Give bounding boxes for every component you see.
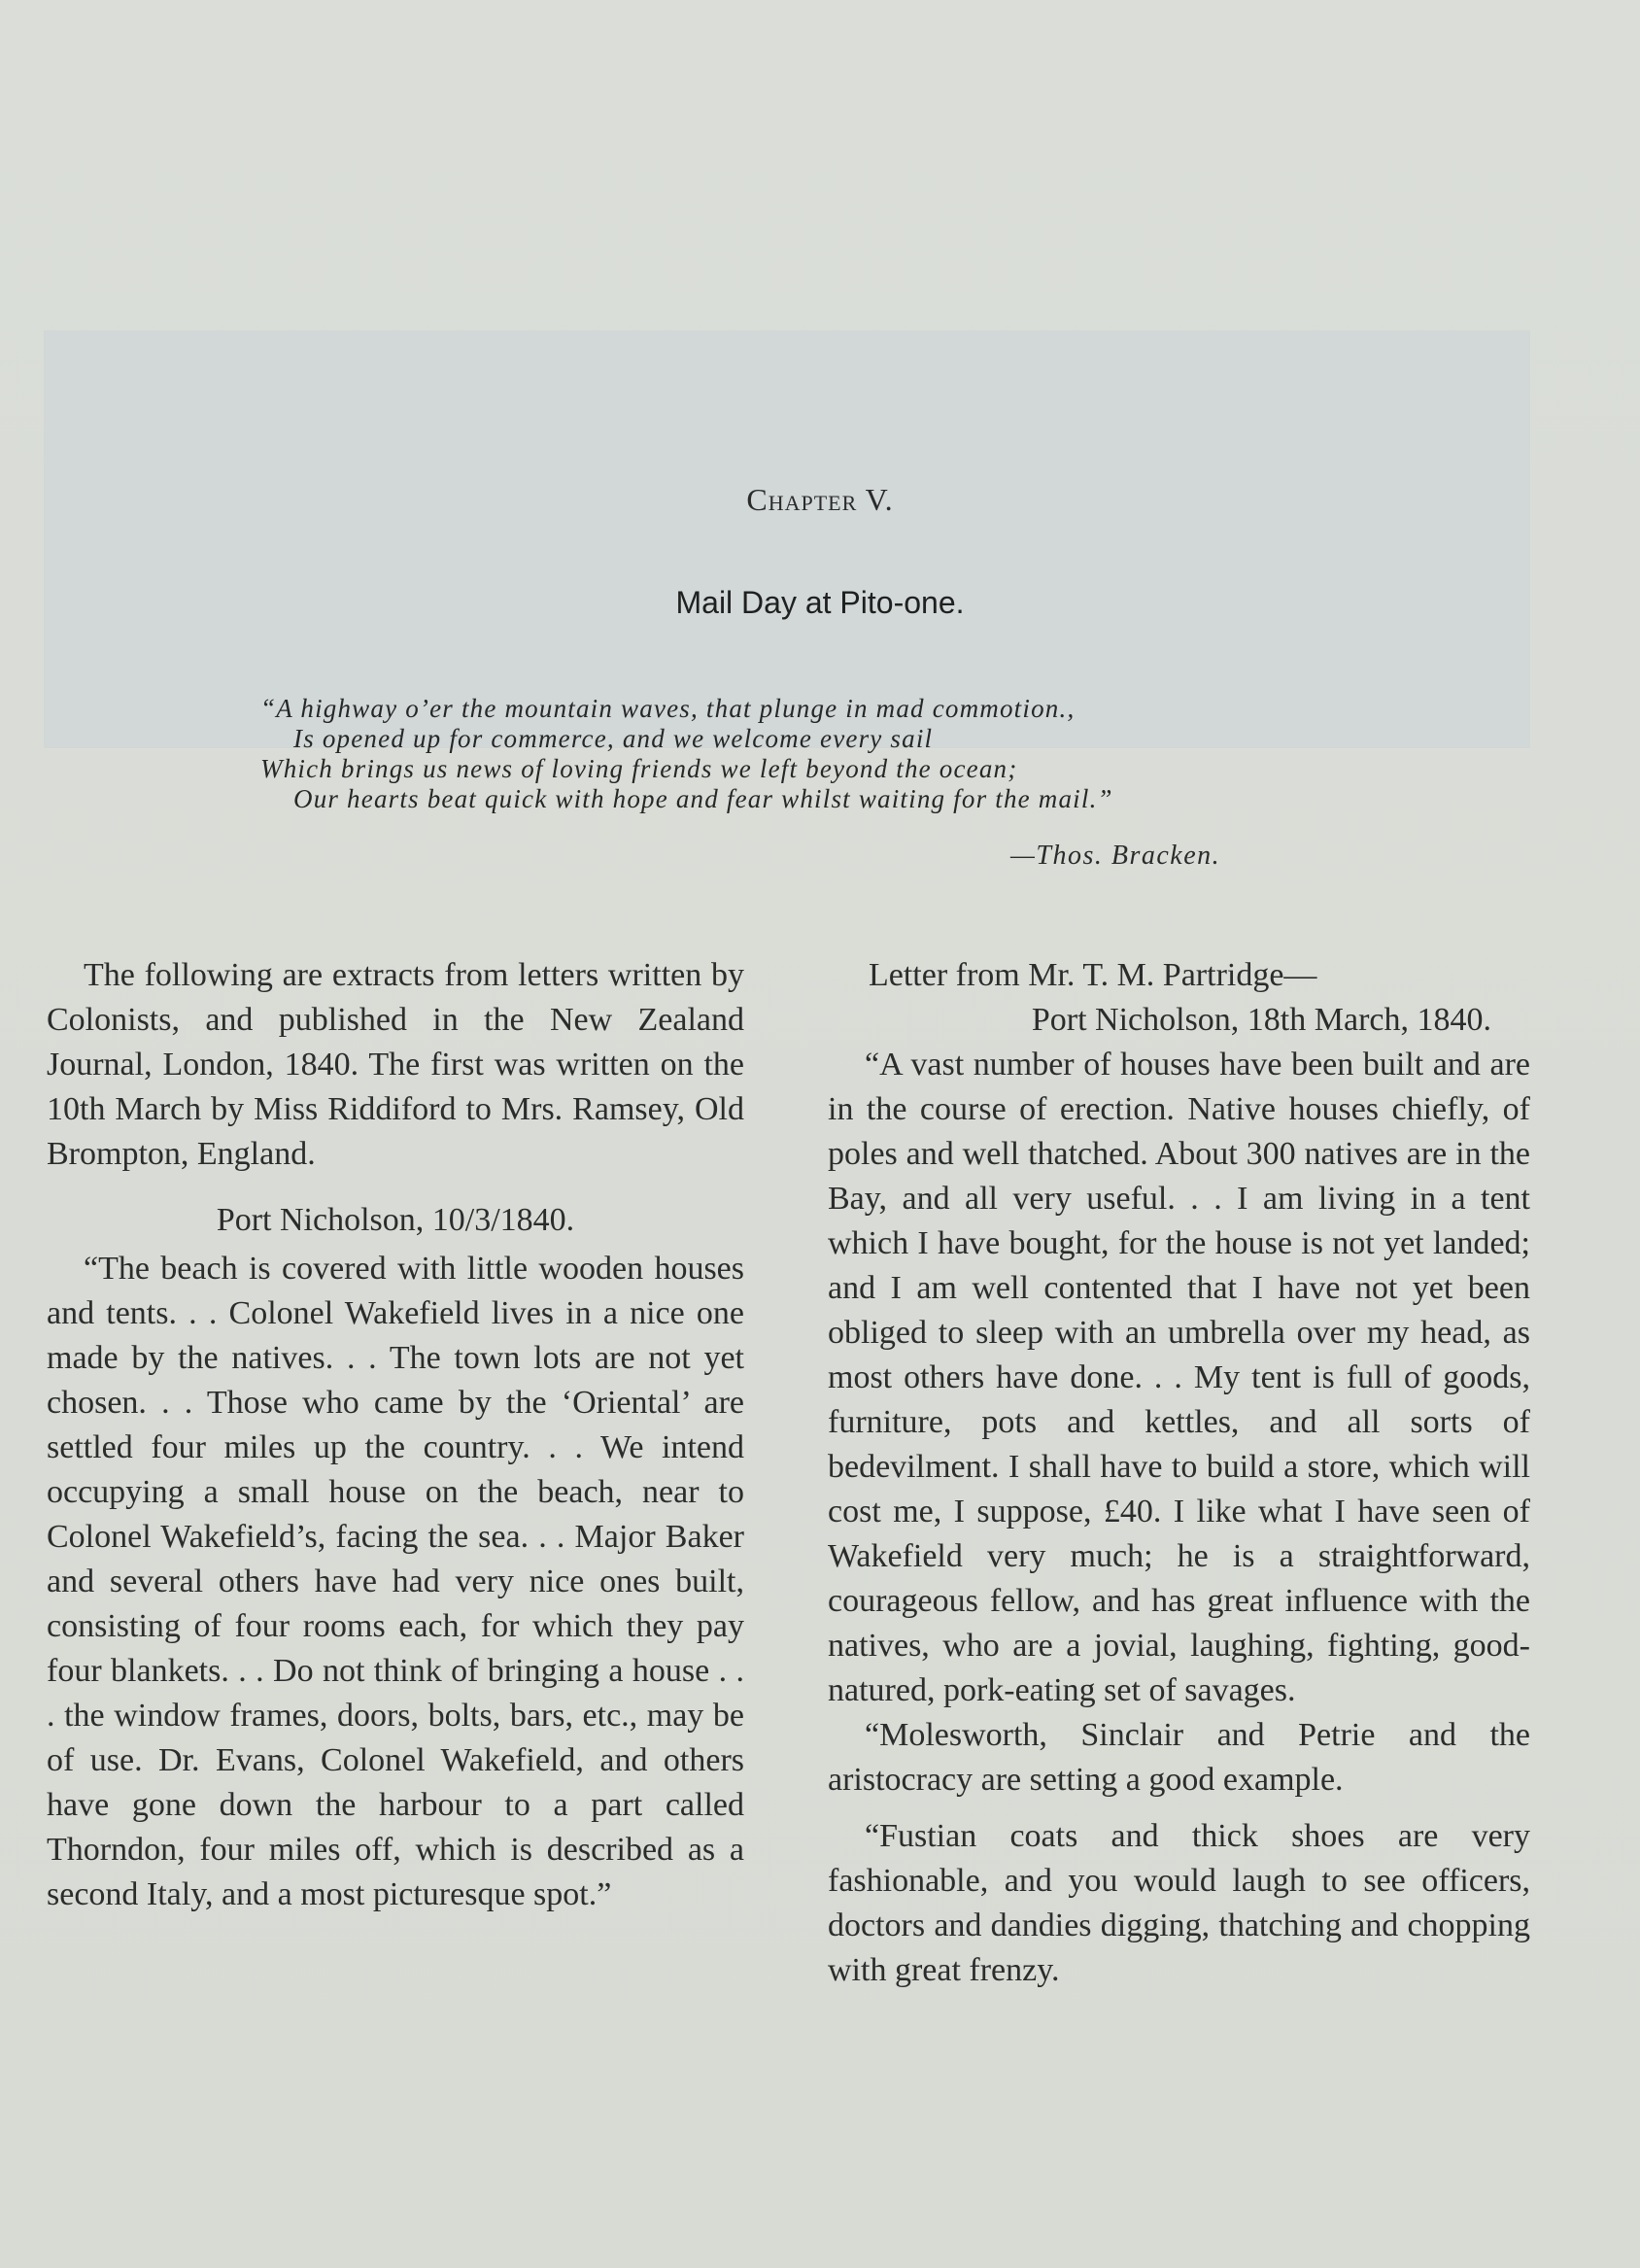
letter-dateline: Port Nicholson, 18th March, 1840.: [1031, 1002, 1491, 1038]
epigraph: [260, 694, 1329, 814]
scan-tint-band: [44, 330, 1530, 748]
letter-paragraph: “Molesworth, Sinclair and Petrie and the aristocracy are setting a good example.: [828, 1717, 1530, 1798]
epigraph-line: Our hearts beat quick with hope and fear whilst waiting for the mail.”: [293, 784, 1113, 813]
letter-paragraph: “Fustian coats and thick shoes are very fashionable, and you would laugh to see officers, doctors and dandies digging, thatching and chopping with great frenzy.: [828, 1818, 1530, 1988]
epigraph-line: Which brings us news of loving friends we left beyond the ocean;: [260, 754, 1018, 783]
letter-dateline: Port Nicholson, 10/3/1840.: [216, 1202, 575, 1238]
right-column: [828, 953, 1530, 1993]
letter-paragraph: “The beach is covered with little wooden houses and tents. . . Colonel Wakefield lives in a nice one made by the natives. . . The town lots are not yet chosen. . . Those who came by the ‘Oriental’ are settled four miles up the country. . . We intend occupying a small house on the beach, near to Colonel Wakefield’s, facing the sea. . . Major Baker and several others have had very nice ones built, consisting of four rooms each, for which they pay four blankets. . . Do not think of bringing a house . . . the window frames, doors, bolts, bars, etc., may be of use. Dr. Evans, Colonel Wakefield, and others have gone down the harbour to a part called Thorndon, four miles off, which is described as a second Italy, and a most picturesque spot.”: [47, 1251, 744, 1912]
letter-paragraph: “A vast number of houses have been built and are in the course of erection. Native houses chiefly, of poles and well thatched. About 300 natives are in the Bay, and all very useful. . . I am living in a tent which I have bought, for the house is not yet landed; and I am well contented that I have not yet been obliged to sleep with an umbrella over my head, as most others have done. . . My tent is full of goods, furniture, pots and kettles, and all sorts of bedevilment. I shall have to build a store, which will cost me, I suppose, £40. I like what I have seen of Wakefield very much; he is a straightforward, courageous fellow, and has great influence with the natives, who are a jovial, laughing, fighting, good-natured, pork-eating set of savages.: [828, 1047, 1530, 1708]
epigraph-line: “A highway o’er the mountain waves, that plunge in mad commotion.,: [260, 694, 1076, 723]
intro-paragraph: The following are extracts from letters written by Colonists, and published in the New Zealand Journal, London, 1840. The first was written on the 10th March by Miss Riddiford to Mrs. Ramsey, Old Brompton, England.: [47, 957, 744, 1172]
left-column: [47, 953, 744, 1917]
epigraph-line: Is opened up for commerce, and we welcome every sail: [293, 724, 934, 753]
epigraph-attribution: —Thos. Bracken.: [1010, 841, 1221, 871]
chapter-title: Mail Day at Pito-one.: [675, 585, 965, 620]
letter-heading: Letter from Mr. T. M. Partridge—: [869, 957, 1317, 993]
chapter-heading: Chapter V.: [746, 482, 894, 517]
